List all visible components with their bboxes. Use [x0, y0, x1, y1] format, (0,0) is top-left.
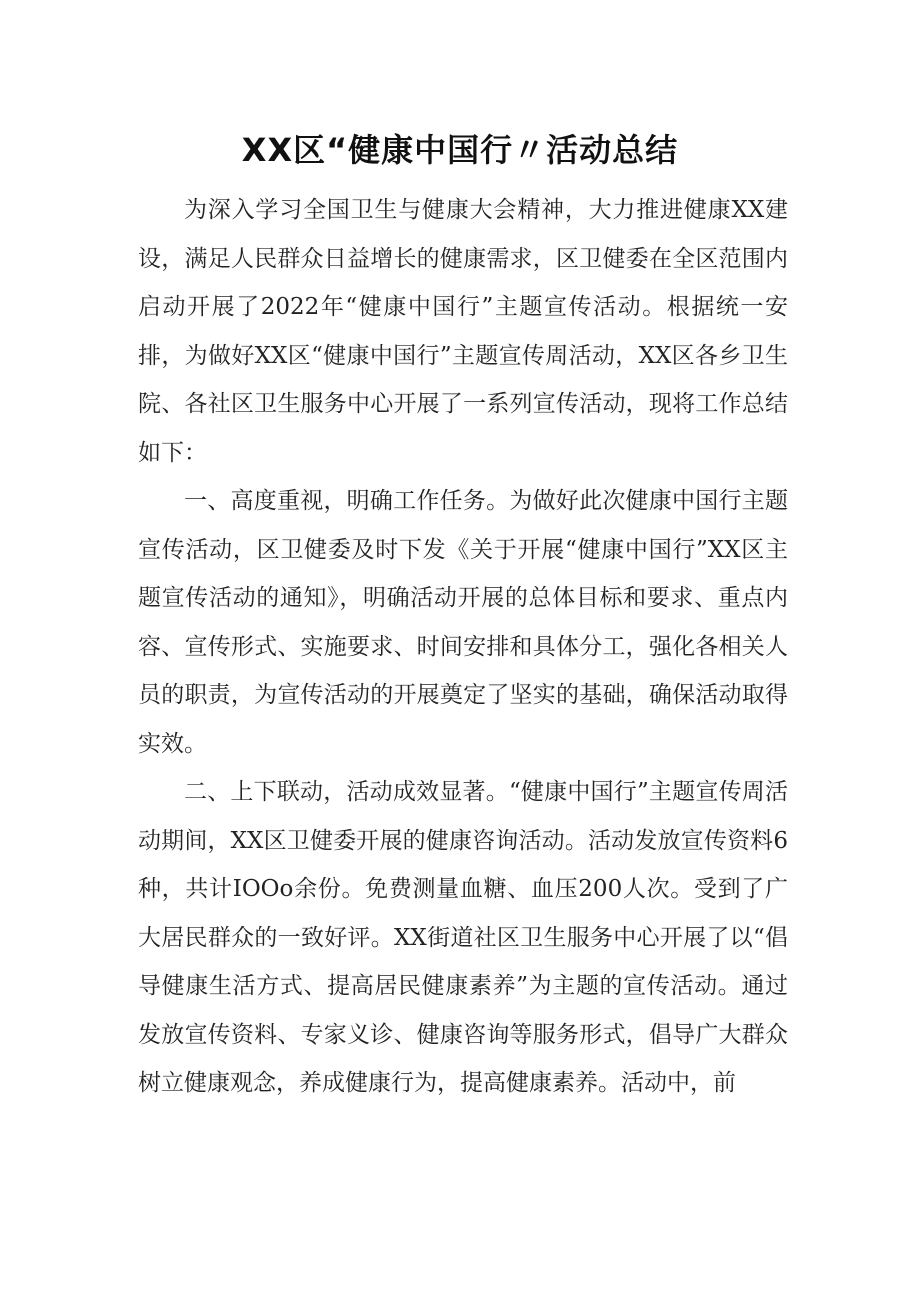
paragraph-section-two: 二、上下联动，活动成效显著。“健康中国行”主题宣传周活动期间，XX区卫健委开展的健康咨询活动。活动发放宣传资料6种，共计IOOo余份。免费测量血糖、血压200人次。受到了广大居民群众的一致好评。XX街道社区卫生服务中心开展了以“倡导健康生活方式、提高居民健康素养”为主题的宣传活动。通过发放宣传资料、专家义诊、健康咨询等服务形式，倡导广大群众树立健康观念，养成健康行为，提高健康素养。活动中，前 — [138, 779, 788, 1096]
document-title: XX区“健康中国行〃活动总结 — [241, 131, 679, 169]
paragraph-intro: 为深入学习全国卫生与健康大会精神，大力推进健康XX建设，满足人民群众日益增长的健康需求，区卫健委在全区范围内启动开展了2022年“健康中国行”主题宣传活动。根据统一安排，为做好XX区“健康中国行”主题宣传周活动，XX区各乡卫生院、各社区卫生服务中心开展了一系列宣传活动，现将工作总结如下： — [138, 197, 788, 466]
paragraph-section-one: 一、高度重视，明确工作任务。为做好此次健康中国行主题宣传活动，区卫健委及时下发《关于开展“健康中国行”XX区主题宣传活动的通知》，明确活动开展的总体目标和要求、重点内容、宣传形式、实施要求、时间安排和具体分工，强化各相关人员的职责，为宣传活动的开展奠定了坚实的基础，确保活动取得实效。 — [138, 488, 788, 757]
document-body — [138, 186, 788, 1108]
